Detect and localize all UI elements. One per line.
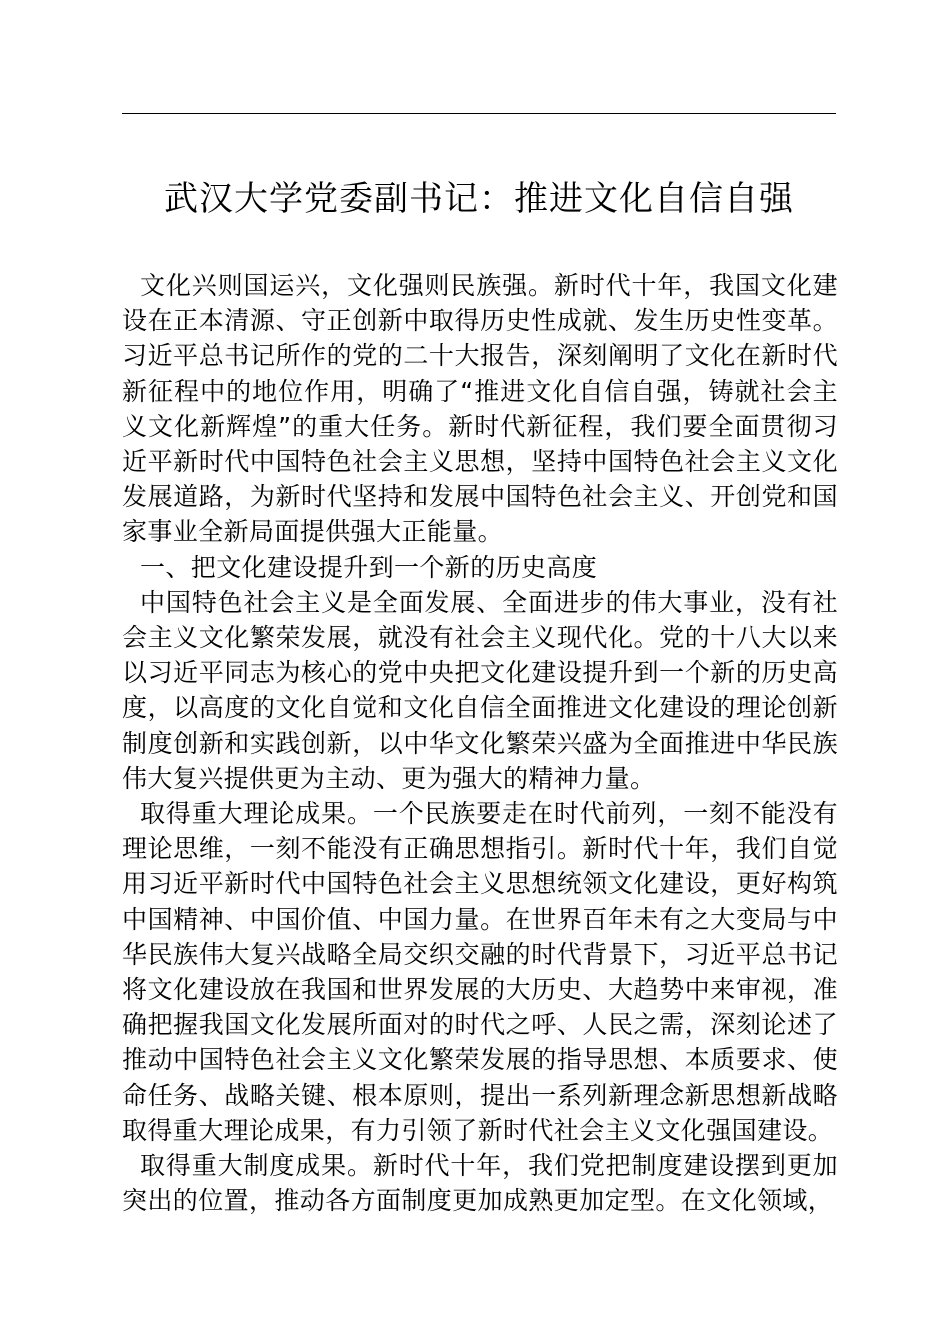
paragraph-section-one: 中国特色社会主义是全面发展、全面进步的伟大事业，没有社会主义文化繁荣发展，就没有社会主义现代化。党的十八大以来以习近平同志为核心的党中央把文化建设提升到一个新的历史高度，以高度的文化自觉和文化自信全面推进文化建设的理论创新制度创新和实践创新，以中华文化繁荣兴盛为全面推进中华民族伟大复兴提供更为主动、更为强大的精神力量。	[122, 587, 838, 793]
section-heading: 一、把文化建设提升到一个新的历史高度	[140, 552, 598, 582]
document-title: 武汉大学党委副书记：推进文化自信自强	[164, 179, 794, 219]
header-rule	[122, 113, 836, 114]
document-body	[122, 268, 838, 1218]
paragraph-institution-achievements: 取得重大制度成果。新时代十年，我们党把制度建设摆到更加突出的位置，推动各方面制度更加成熟更加定型。在文化领域，	[122, 1151, 838, 1216]
paragraph-theory-achievements: 取得重大理论成果。一个民族要走在时代前列，一刻不能没有理论思维，一刻不能没有正确思想指引。新时代十年，我们自觉用习近平新时代中国特色社会主义思想统领文化建设，更好构筑中国精神、中国价值、中国力量。在世界百年未有之大变局与中华民族伟大复兴战略全局交织交融的时代背景下，习近平总书记将文化建设放在我国和世界发展的大历史、大趋势中来审视，准确把握我国文化发展所面对的时代之呼、人民之需，深刻论述了推动中国特色社会主义文化繁荣发展的指导思想、本质要求、使命任务、战略关键、根本原则，提出一系列新理念新思想新战略取得重大理论成果，有力引领了新时代社会主义文化强国建设。	[122, 799, 838, 1145]
paragraph-intro: 文化兴则国运兴，文化强则民族强。新时代十年，我国文化建设在正本清源、守正创新中取得历史性成就、发生历史性变革。习近平总书记所作的党的二十大报告，深刻阐明了文化在新时代新征程中的地位作用，明确了“推进文化自信自强，铸就社会主义文化新辉煌”的重大任务。新时代新征程，我们要全面贯彻习近平新时代中国特色社会主义思想，坚持中国特色社会主义文化发展道路，为新时代坚持和发展中国特色社会主义、开创党和国家事业全新局面提供强大正能量。	[122, 271, 838, 547]
